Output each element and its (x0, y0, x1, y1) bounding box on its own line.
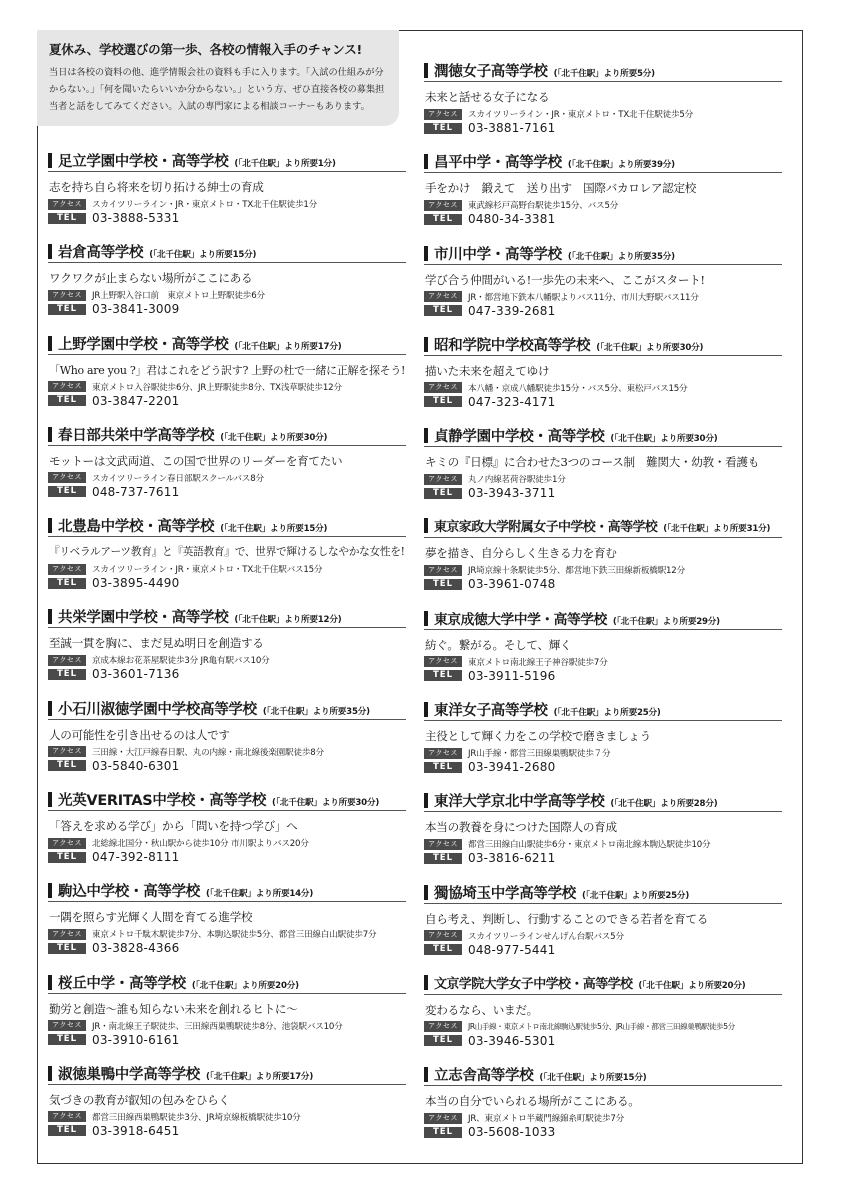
school-entry (424, 1064, 782, 1155)
tel-label: TEL (424, 1035, 462, 1046)
travel-time: (「北千住駅」より所要30分) (596, 342, 704, 353)
access-label: アクセス (48, 381, 86, 392)
tel-row (424, 943, 782, 957)
access-row (424, 929, 782, 943)
travel-time: (「北千住駅」より所要39分) (567, 160, 675, 171)
access-text: 東京メトロ南北線王子神谷駅徒歩7分 (468, 657, 608, 668)
school-name: 文京学院大学女子中学校・高等学校 (434, 976, 633, 992)
school-entry (48, 1063, 406, 1154)
phone-number: 0480-34-3381 (468, 212, 556, 227)
tel-label: TEL (48, 760, 86, 771)
school-name: 北豊島中学校・高等学校 (58, 519, 215, 536)
heading-bar (424, 428, 428, 443)
tel-label: TEL (424, 396, 462, 407)
school-name: 駒込中学校・高等学校 (58, 884, 200, 901)
travel-time: (「北千住駅」より所要15分) (539, 1073, 647, 1084)
travel-time: (「北千住駅」より所要35分) (262, 706, 370, 717)
school-name: 昌平中学・高等学校 (434, 155, 562, 172)
travel-time: (「北千住駅」より所要20分) (191, 980, 299, 991)
school-header (424, 608, 782, 630)
intro-body: 当日は各校の資料の他、進学情報会社の資料も手に入ります。「入試の仕組みが分からない。」「何を聞いたらいいか分からない。」という方、ぜひ直接各校の募集担当者と話をしてみてください。入試の専門家による相談コーナーもあります。 (49, 67, 385, 112)
school-catchphrase: 手をかけ 鍛えて 送り出す 国際バカロレア認定校 (425, 181, 697, 196)
school-catchphrase: 未来と話せる女子になる (425, 90, 550, 104)
school-name: 東京家政大学附属女子中学校・高等学校 (434, 520, 658, 536)
access-label: アクセス (48, 655, 86, 666)
access-row (424, 563, 782, 577)
school-catchphrase: 紡ぐ。繋がる。そして、輝く (425, 637, 572, 652)
access-text: JR山手線・東京メトロ南北線駒込駅徒歩5分、JR山手線・都営三田線巣鴨駅徒歩5分 (468, 1022, 735, 1032)
phone-number: 03-3828-4366 (92, 941, 180, 956)
school-entry (424, 516, 782, 607)
heading-bar (424, 975, 428, 990)
travel-time: (「北千住駅」より所要30分) (610, 434, 718, 445)
phone-number: 03-3918-6451 (92, 1123, 180, 1138)
travel-time: (「北千住駅」より所要15分) (149, 250, 257, 261)
access-text: 都営三田線西巣鴨駅徒歩3分、JR埼京線板橋駅徒歩10分 (92, 1112, 301, 1123)
tel-label: TEL (424, 762, 462, 773)
travel-time: (「北千住駅」より所要20分) (638, 980, 746, 991)
travel-time: (「北千住駅」より所要14分) (206, 889, 314, 900)
tel-row (424, 669, 782, 683)
travel-time: (「北千住駅」より所要30分) (272, 798, 380, 809)
phone-number: 03-3881-7161 (468, 121, 556, 135)
school-header (48, 1063, 406, 1085)
heading-bar (48, 975, 52, 990)
school-name: 潤徳女子高等学校 (434, 64, 548, 80)
phone-number: 03-3895-4490 (92, 576, 180, 591)
intro-heading: 夏休み、学校選びの第一歩、各校の情報入手のチャンス! (49, 42, 363, 57)
access-row (48, 1110, 406, 1124)
access-row (48, 471, 406, 485)
travel-time: (「北千住駅」より所要28分) (610, 799, 718, 810)
tel-row (424, 486, 782, 500)
access-row (424, 746, 782, 760)
intro-box (37, 30, 399, 126)
tel-row (424, 1125, 782, 1139)
school-entry (424, 60, 782, 151)
travel-time: (「北千住駅」より所要31分) (663, 524, 771, 535)
school-catchphrase: 志を持ち自ら将来を切り拓ける紳士の育成 (49, 180, 264, 194)
school-catchphrase: 学び合う仲間がいる!一歩先の未来へ、ここがスタート! (425, 272, 705, 287)
school-name: 桜丘中学・高等学校 (58, 975, 186, 992)
phone-number: 048-977-5441 (468, 942, 556, 957)
access-row (424, 381, 782, 395)
school-entry (48, 880, 406, 971)
access-label: アクセス (48, 746, 86, 757)
tel-row (48, 1033, 406, 1047)
access-label: アクセス (424, 382, 462, 393)
phone-number: 03-3910-6161 (92, 1032, 180, 1047)
school-catchphrase: ワクワクが止まらない場所がここにある (49, 271, 253, 286)
heading-bar (424, 337, 428, 352)
school-catchphrase: 本当の自分でいられる場所がここにある。 (425, 1094, 640, 1109)
access-label: アクセス (48, 290, 86, 301)
access-row (424, 472, 782, 486)
access-text: スカイツリーラインせんげん台駅バス5分 (468, 931, 624, 942)
access-label: アクセス (424, 1021, 462, 1032)
school-catchphrase: 描いた未来を超えてゆけ (425, 363, 550, 378)
access-row (424, 655, 782, 669)
phone-number: 047-392-8111 (92, 850, 180, 865)
access-text: スカイツリーライン春日部駅スクールバス8分 (92, 473, 264, 484)
school-header (48, 150, 406, 172)
travel-time: (「北千住駅」より所要12分) (234, 615, 342, 626)
tel-row (48, 485, 406, 499)
tel-label: TEL (48, 304, 86, 315)
phone-number: 047-339-2681 (468, 303, 556, 318)
access-row (48, 380, 406, 394)
school-catchphrase: 気づきの教育が叡知の包みをひらく (49, 1092, 230, 1107)
tel-row (424, 304, 782, 318)
phone-number: 047-323-4171 (468, 394, 556, 409)
tel-row (48, 394, 406, 408)
tel-row (424, 212, 782, 226)
tel-row (424, 1034, 782, 1048)
school-header (424, 1064, 782, 1086)
school-header (424, 425, 782, 447)
school-catchphrase: 自ら考え、判断し、行動することのできる若者を育てる (425, 911, 709, 926)
school-name: 東洋女子高等学校 (434, 703, 548, 720)
tel-label: TEL (424, 123, 462, 134)
tel-row (48, 667, 406, 681)
access-label: アクセス (48, 838, 86, 849)
school-name: 上野学園中学校・高等学校 (58, 336, 229, 353)
travel-time: (「北千住駅」より所要17分) (234, 341, 342, 352)
school-entry (48, 606, 406, 697)
phone-number: 03-3601-7136 (92, 667, 180, 682)
school-header (48, 333, 406, 355)
school-name: 市川中学・高等学校 (434, 246, 562, 263)
access-row (424, 198, 782, 212)
phone-number: 03-3941-2680 (468, 760, 556, 775)
school-entry (48, 241, 406, 332)
access-label: アクセス (424, 656, 462, 667)
school-header (48, 880, 406, 902)
heading-bar (48, 1066, 52, 1081)
school-catchphrase: 主役として輝く力をこの学校で磨きましょう (425, 729, 651, 744)
phone-number: 03-3946-5301 (468, 1033, 556, 1048)
school-catchphrase: 本当の教養を身につけた国際人の育成 (425, 820, 617, 835)
tel-row (424, 760, 782, 774)
heading-bar (48, 427, 52, 442)
school-entry (48, 698, 406, 789)
school-catchphrase: 人の可能性を引き出せるのは人です (49, 727, 230, 742)
school-catchphrase: モットーは文武両道、この国で世界のリーダーを育てたい (49, 453, 343, 468)
phone-number: 03-3911-5196 (468, 668, 556, 683)
tel-label: TEL (424, 488, 462, 499)
access-row (48, 927, 406, 941)
access-label: アクセス (424, 109, 462, 120)
school-header (424, 516, 782, 538)
access-text: 北総線北国分・秋山駅から徒歩10分 市川駅よりバス20分 (92, 839, 309, 850)
school-header (424, 334, 782, 356)
school-header (48, 606, 406, 628)
tel-label: TEL (48, 1034, 86, 1045)
phone-number: 048-737-7611 (92, 484, 180, 499)
travel-time: (「北千住駅」より所要25分) (553, 708, 661, 719)
access-row (424, 837, 782, 851)
access-text: 都営三田線白山駅徒歩6分・東京メトロ南北線本駒込駅徒歩10分 (468, 840, 711, 851)
tel-label: TEL (48, 213, 86, 224)
access-text: スカイツリーライン・JR・東京メトロ・TX北千住駅徒歩1分 (92, 200, 318, 210)
access-row (424, 107, 782, 121)
access-label: アクセス (48, 1020, 86, 1031)
access-text: JR・南北線王子駅徒歩、三田線西巣鴨駅徒歩8分、池袋駅バス10分 (92, 1021, 343, 1032)
access-text: JR・都営地下鉄本八幡駅よりバス11分、市川大野駅バス11分 (468, 292, 699, 303)
school-header (424, 790, 782, 812)
travel-time: (「北千住駅」より所要5分) (553, 69, 655, 79)
tel-row (48, 759, 406, 773)
school-name: 東京成徳大学中学・高等学校 (434, 611, 607, 628)
travel-time: (「北千住駅」より所要1分) (234, 159, 336, 169)
tel-label: TEL (424, 214, 462, 225)
heading-bar (48, 701, 52, 716)
right-column (424, 60, 782, 1156)
heading-bar (424, 1067, 428, 1082)
access-label: アクセス (424, 748, 462, 759)
access-text: 京成本線お花茶屋駅徒歩3分 JR亀有駅バス10分 (92, 656, 270, 667)
school-entry (48, 789, 406, 880)
access-text: JR山手線・都営三田線巣鴨駅徒歩７分 (468, 749, 611, 760)
tel-row (424, 851, 782, 865)
heading-bar (48, 792, 52, 807)
school-catchphrase: 夢を描き、自分らしく生きる力を育む (425, 546, 617, 561)
left-column (48, 150, 406, 1154)
school-catchphrase: 勤労と創造〜誰も知らない未来を創れるヒトに〜 (49, 1001, 298, 1016)
phone-number: 03-3841-3009 (92, 302, 180, 317)
school-name: 東洋大学京北中学高等学校 (434, 794, 605, 811)
school-entry (424, 334, 782, 425)
school-name: 立志舎高等学校 (434, 1068, 534, 1085)
school-entry (424, 608, 782, 699)
access-row (424, 1020, 782, 1034)
tel-label: TEL (424, 853, 462, 864)
school-header (48, 698, 406, 720)
tel-row (48, 850, 406, 864)
school-header (424, 60, 782, 82)
school-catchphrase: 「Who are you ?」君はこれをどう訳す? 上野の杜で一緒に正解を探そう! (49, 363, 406, 377)
school-catchphrase: キミの『日標』に合わせた3つのコース制 難関大・幼教・看護も (425, 455, 760, 470)
tel-label: TEL (48, 1125, 86, 1136)
school-name: 春日部共栄中学高等学校 (58, 427, 215, 444)
school-catchphrase: 「答えを求める学び」から「問いを持つ学び」へ (49, 819, 298, 834)
school-header (48, 241, 406, 263)
phone-number: 03-5608-1033 (468, 1125, 556, 1140)
access-text: JR上野駅入谷口前 東京メトロ上野駅徒歩6分 (92, 291, 265, 302)
travel-time: (「北千住駅」より所要35分) (567, 251, 675, 262)
tel-label: TEL (48, 852, 86, 863)
tel-label: TEL (48, 578, 86, 589)
access-row (48, 653, 406, 667)
heading-bar (424, 246, 428, 261)
school-header (424, 882, 782, 904)
school-header (424, 973, 782, 995)
school-entry (424, 882, 782, 973)
tel-label: TEL (424, 579, 462, 590)
access-label: アクセス (424, 291, 462, 302)
heading-bar (48, 244, 52, 259)
school-header (48, 972, 406, 994)
tel-row (424, 121, 782, 135)
tel-row (48, 941, 406, 955)
access-text: 東武線杉戸高野台駅徒歩15分、バス5分 (468, 201, 619, 212)
access-text: 三田線・大江戸線春日駅、丸の内線・南北線後楽園駅徒歩8分 (92, 747, 324, 758)
school-entry (48, 333, 406, 424)
heading-bar (424, 793, 428, 808)
access-row (48, 836, 406, 850)
school-name: 獨協埼玉中学高等学校 (434, 885, 576, 902)
school-name: 小石川淑徳学園中学校高等学校 (58, 701, 257, 718)
travel-time: (「北千住駅」より所要17分) (206, 1071, 314, 1082)
school-name: 共栄学園中学校・高等学校 (58, 610, 229, 627)
access-label: アクセス (48, 199, 86, 210)
tel-label: TEL (48, 669, 86, 680)
travel-time: (「北千住駅」より所要15分) (220, 524, 328, 535)
school-entry (424, 151, 782, 242)
access-row (48, 197, 406, 211)
school-entry (424, 790, 782, 881)
heading-bar (48, 609, 52, 624)
access-row (48, 745, 406, 759)
tel-label: TEL (48, 486, 86, 497)
access-text: JR、東京メトロ半蔵門線錦糸町駅徒歩7分 (468, 1114, 625, 1125)
school-entry (424, 973, 782, 1064)
school-header (424, 699, 782, 721)
travel-time: (「北千住駅」より所要25分) (582, 890, 690, 901)
heading-bar (48, 518, 52, 533)
access-label: アクセス (48, 564, 86, 575)
school-name: 足立学園中学校・高等学校 (58, 154, 229, 170)
access-label: アクセス (424, 1113, 462, 1124)
school-entry (48, 424, 406, 515)
access-text: 東京メトロ千駄木駅徒歩7分、本駒込駅徒歩5分、都営三田線白山駅徒歩7分 (92, 930, 377, 941)
access-label: アクセス (424, 839, 462, 850)
phone-number: 03-5840-6301 (92, 758, 180, 773)
heading-bar (424, 63, 428, 78)
phone-number: 03-3816-6211 (468, 851, 556, 866)
access-label: アクセス (48, 1111, 86, 1122)
access-text: JR埼京線十条駅徒歩5分、都営地下鉄三田線新板橋駅12分 (468, 566, 685, 577)
heading-bar (48, 153, 52, 168)
heading-bar (424, 885, 428, 900)
tel-label: TEL (424, 305, 462, 316)
tel-label: TEL (424, 670, 462, 681)
tel-label: TEL (424, 944, 462, 955)
school-header (48, 424, 406, 446)
school-catchphrase: 至誠一貫を胸に、まだ見ぬ明日を創造する (49, 636, 264, 651)
access-text: スカイツリーライン・JR・東京メトロ・TX北千住駅徒歩5分 (468, 110, 694, 120)
tel-row (48, 211, 406, 225)
school-name: 昭和学院中学校高等学校 (434, 337, 591, 354)
travel-time: (「北千住駅」より所要29分) (612, 616, 720, 627)
school-header (424, 243, 782, 265)
tel-row (424, 577, 782, 591)
phone-number: 03-3943-3711 (468, 486, 556, 501)
access-row (424, 1111, 782, 1125)
school-name: 淑徳巣鴨中学高等学校 (58, 1066, 200, 1083)
phone-number: 03-3888-5331 (92, 211, 180, 225)
access-row (48, 1019, 406, 1033)
access-row (48, 288, 406, 302)
access-label: アクセス (424, 200, 462, 211)
school-entry (48, 150, 406, 241)
school-name: 光英VERITAS中学校・高等学校 (58, 793, 267, 810)
school-entry (424, 699, 782, 790)
school-header (424, 151, 782, 173)
heading-bar (424, 154, 428, 169)
access-label: アクセス (424, 930, 462, 941)
school-entry (424, 425, 782, 516)
school-catchphrase: 一隅を照らす光輝く人間を育てる進学校 (49, 910, 253, 925)
access-label: アクセス (48, 929, 86, 940)
access-row (48, 562, 406, 576)
school-name: 岩倉高等学校 (58, 245, 144, 262)
school-entry (424, 243, 782, 334)
school-header (48, 515, 406, 537)
access-label: アクセス (424, 565, 462, 576)
access-text: 丸ノ内線茗荷谷駅徒歩1分 (468, 475, 566, 486)
access-text: 本八幡・京成八幡駅徒歩15分・バス5分、東松戸バス15分 (468, 383, 688, 394)
school-header (48, 789, 406, 811)
travel-time: (「北千住駅」より所要30分) (220, 432, 328, 443)
access-label: アクセス (48, 472, 86, 483)
tel-row (48, 576, 406, 590)
tel-label: TEL (424, 1127, 462, 1138)
phone-number: 03-3847-2201 (92, 393, 180, 408)
access-text: スカイツリーライン・JR・東京メトロ・TX北千住駅バス15分 (92, 565, 323, 576)
heading-bar (48, 883, 52, 898)
access-row (424, 290, 782, 304)
phone-number: 03-3961-0748 (468, 577, 556, 592)
tel-row (424, 395, 782, 409)
access-text: 東京メトロ入谷駅徒歩6分、JR上野駅徒歩8分、TX浅草駅徒歩12分 (92, 382, 342, 393)
heading-bar (424, 702, 428, 717)
access-label: アクセス (424, 474, 462, 485)
heading-bar (424, 518, 428, 533)
school-entry (48, 972, 406, 1063)
tel-label: TEL (48, 943, 86, 954)
tel-row (48, 302, 406, 316)
school-catchphrase: 『リベラルアーツ教育』と『英語教育』で、世界で輝けるしなやかな女性を! (49, 545, 405, 559)
school-catchphrase: 変わるなら、いまだ。 (425, 1002, 538, 1017)
tel-label: TEL (48, 395, 86, 406)
school-entry (48, 515, 406, 606)
heading-bar (424, 611, 428, 626)
tel-row (48, 1124, 406, 1138)
heading-bar (48, 336, 52, 351)
school-name: 貞静学園中学校・高等学校 (434, 429, 605, 446)
